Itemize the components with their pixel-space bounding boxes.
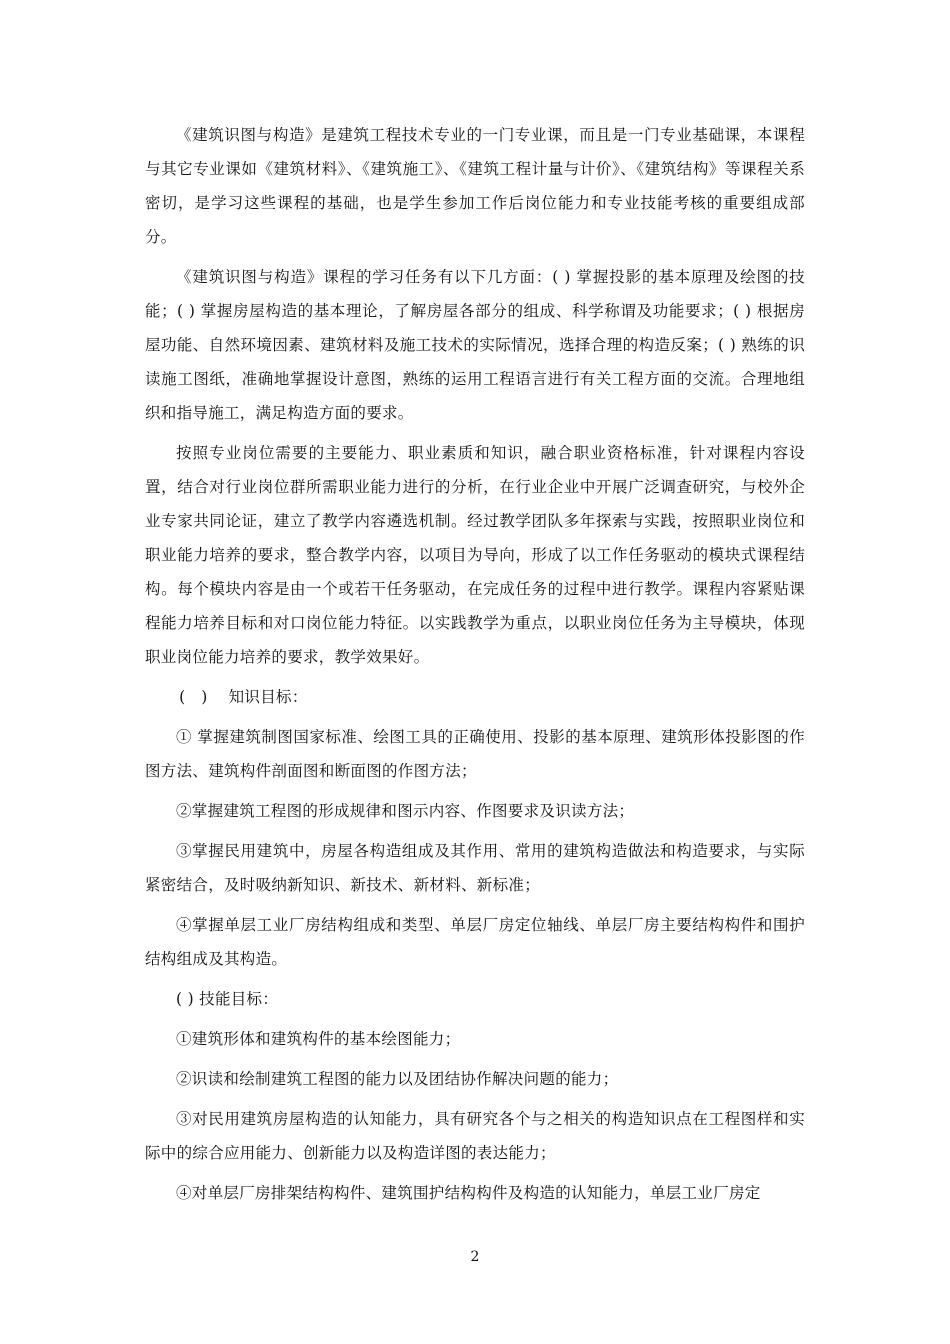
page-number: 2 [470,1249,480,1265]
knowledge-goal-item: ④掌握单层工业厂房结构组成和类型、单层厂房定位轴线、单层厂房主要结构构件和围护结构组成及其构造。 [145,916,805,968]
knowledge-goal-item: ②掌握建筑工程图的形成规律和图示内容、作图要求及识读方法； [176,802,635,820]
paragraph-course-intro: 《建筑识图与构造》是建筑工程技术专业的一门专业课，而且是一门专业基础课，本课程与其它专业课如《建筑材料》、《建筑施工》、《建筑工程计量与计价》、《建筑结构》等课程关系密切，是学习这些课程的基础，也是学生参加工作后岗位能力和专业技能考核的重要组成部分。 [145,126,805,246]
skill-goal-item: ②识读和绘制建筑工程图的能力以及团结协作解决问题的能力； [176,1070,619,1088]
knowledge-goal-item: ③掌握民用建筑中，房屋各构造组成及其作用、常用的建筑构造做法和构造要求，与实际紧密结合，及时吸纳新知识、新技术、新材料、新标准； [145,842,805,894]
body-text [145,118,805,1216]
skill-goal-item: ①建筑形体和建筑构件的基本绘图能力； [176,1030,461,1048]
paragraph-learning-tasks: 《建筑识图与构造》课程的学习任务有以下几方面：( ) 掌握投影的基本原理及绘图的技能；( ) 掌握房屋构造的基本理论，了解房屋各部分的组成、科学称谓及功能要求；( ) 根据房屋功能、自然环境因素、建筑材料及施工技术的实际情况，选择合理的构造反案；( ) 熟练的识读施工图纸，准确地掌握设计意图，熟练的运用工程语言进行有关工程方面的交流。合理地组织和指导施工，满足构造方面的要求。 [145,268,805,422]
paragraph-course-design: 按照专业岗位需要的主要能力、职业素质和知识，融合职业资格标准，针对课程内容设置，结合对行业岗位群所需职业能力进行的分析，在行业企业中开展广泛调查研究，与校外企业专家共同论证，建立了教学内容遴选机制。经过教学团队多年探索与实践，按照职业岗位和职业能力培养的要求，整合教学内容，以项目为导向，形成了以工作任务驱动的模块式课程结构。每个模块内容是由一个或若干任务驱动，在完成任务的过程中进行教学。课程内容紧贴课程能力培养目标和对口岗位能力特征。以实践教学为重点，以职业岗位任务为主导模块，体现职业岗位能力培养的要求，教学效果好。 [145,444,805,666]
knowledge-goal-item: ① 掌握建筑制图国家标准、绘图工具的正确使用、投影的基本原理、建筑形体投影图的作图方法、建筑构件剖面图和断面图的作图方法； [145,728,805,780]
heading-knowledge-goals: ( ) 知识目标： [179,688,308,706]
skill-goal-item: ④对单层厂房排架结构构件、建筑围护结构构件及构造的认知能力，单层工业厂房定 [176,1184,761,1202]
heading-skill-goals: ( ) 技能目标： [176,990,279,1008]
skill-goal-item: ③对民用建筑房屋构造的认知能力，具有研究各个与之相关的构造知识点在工程图样和实际中的综合应用能力、创新能力以及构造详图的表达能力； [145,1110,805,1162]
